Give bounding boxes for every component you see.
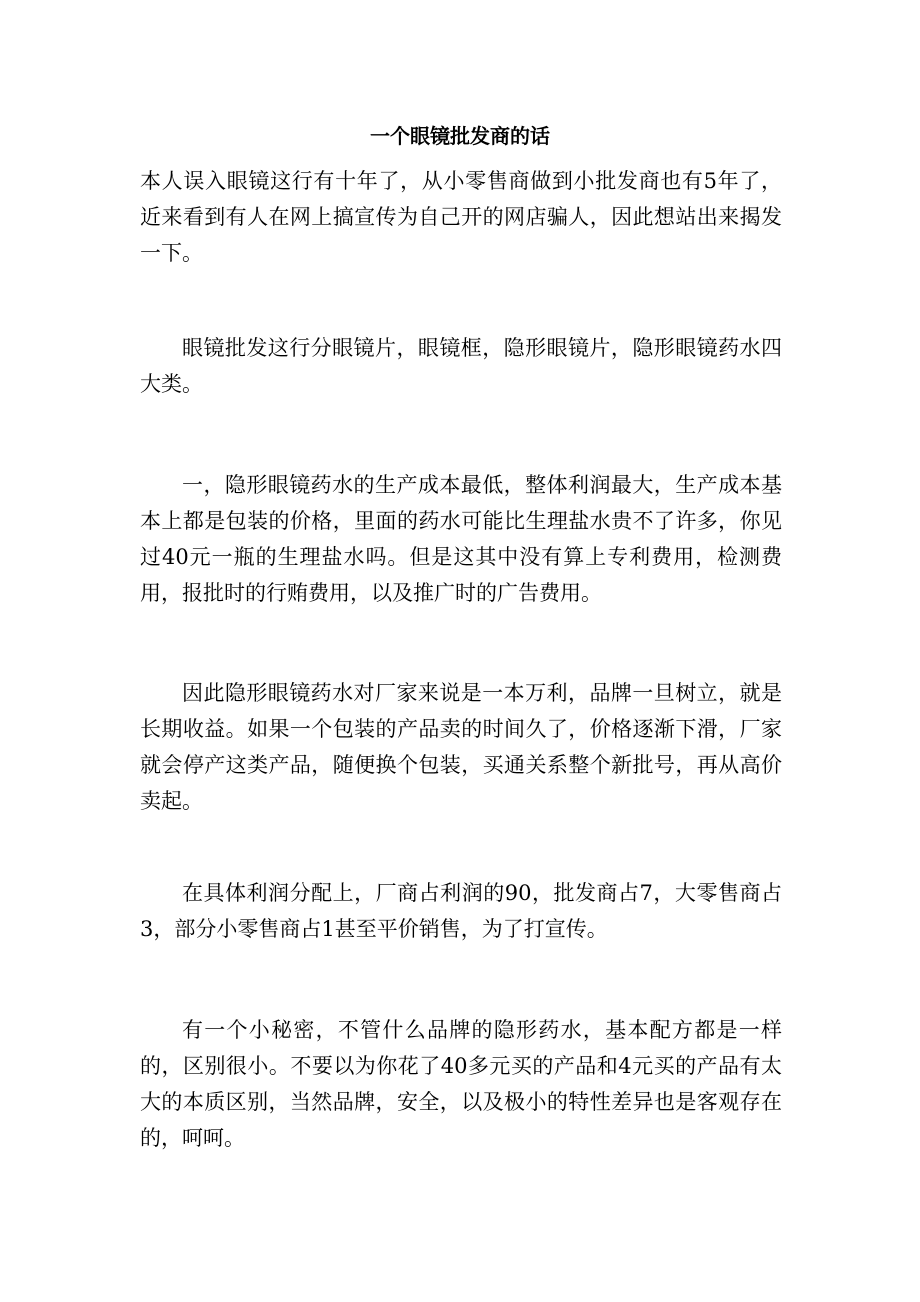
paragraph-categories: 眼镜批发这行分眼镜片，眼镜框，隐形眼镜片，隐形眼镜药水四大类。 [140,336,782,396]
paragraph-secret: 有一个小秘密，不管什么品牌的隐形药水，基本配方都是一样的，区别很小。不要以为你花了40多元买的产品和4元买的产品有太大的本质区别，当然品牌，安全，以及极小的特性差异也是客观存在的，呵呵。 [140,1018,782,1150]
paragraph-profit-distribution: 在具体利润分配上，厂商占利润的90，批发商占7，大零售商占3，部分小零售商占1甚至平价销售，为了打宣传。 [140,881,782,941]
document-title: 一个眼镜批发商的话 [370,124,550,148]
paragraph-manufacturer-profit: 因此隐形眼镜药水对厂家来说是一本万利，品牌一旦树立，就是长期收益。如果一个包装的产品卖的时间久了，价格逐渐下滑，厂家就会停产这类产品，随便换个包装，买通关系整个新批号，再从高价卖起。 [140,681,782,813]
paragraph-intro: 本人误入眼镜这行有十年了，从小零售商做到小批发商也有5年了，近来看到有人在网上搞宣传为自己开的网店骗人，因此想站出来揭发一下。 [140,169,782,265]
paragraph-solution-cost: 一，隐形眼镜药水的生产成本最低，整体利润最大，生产成本基本上都是包装的价格，里面的药水可能比生理盐水贵不了许多，你见过40元一瓶的生理盐水吗。但是这其中没有算上专利费用，检测费用，报批时的行贿费用，以及推广时的广告费用。 [140,473,782,605]
